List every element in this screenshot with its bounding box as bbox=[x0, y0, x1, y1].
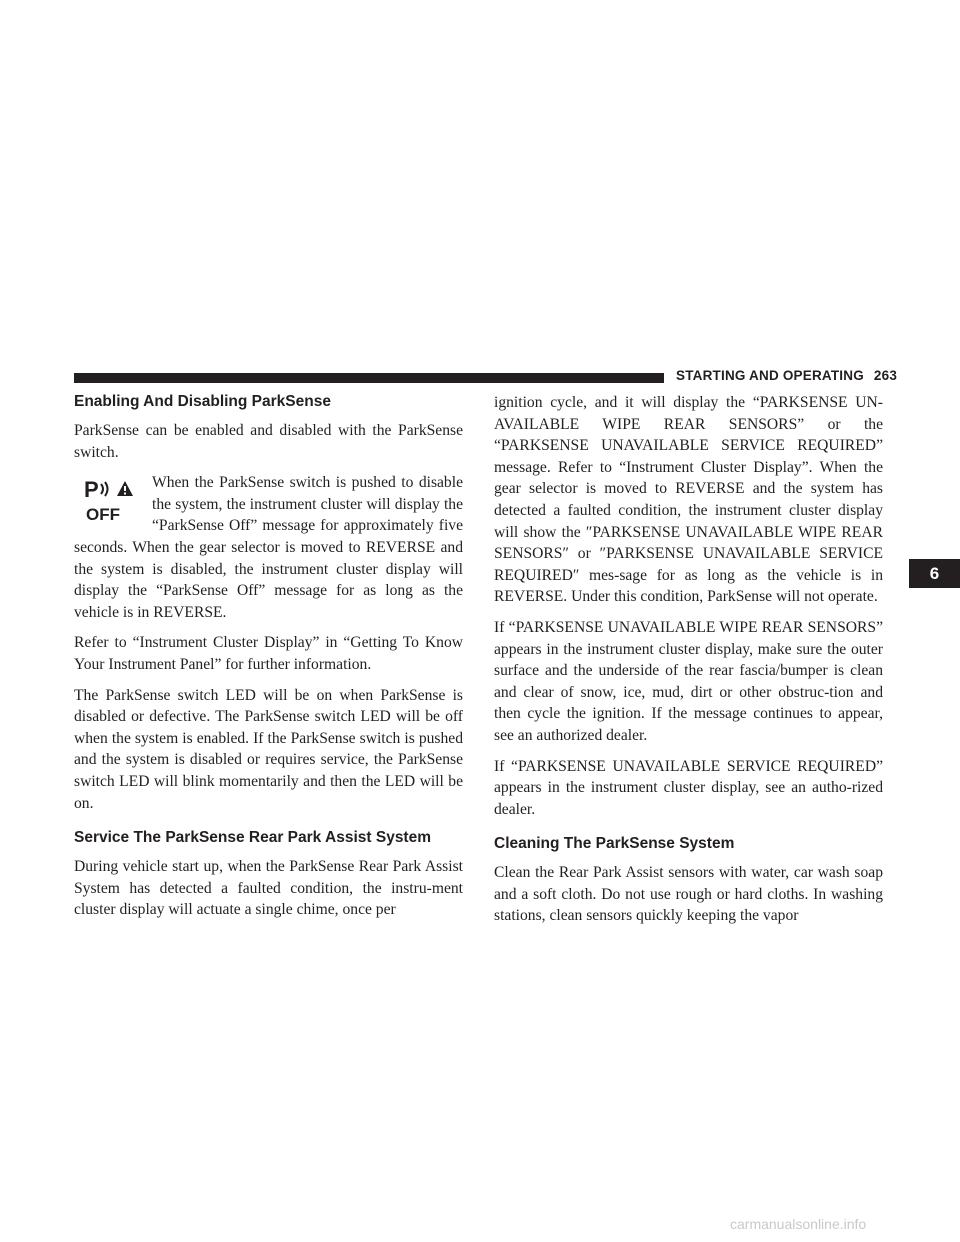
paragraph: Refer to “Instrument Cluster Display” in “Getting To Know Your Instrument Panel” for further information. bbox=[74, 634, 463, 673]
parksense-off-icon-graphic bbox=[80, 476, 138, 524]
paragraph: ignition cycle, and it will display the “PARKSENSE UN-AVAILABLE WIPE REAR SENSORS” or the “PARKSENSE UNAVAILABLE SERVICE REQUIRED” message. Refer to “Instrument Cluster Display”. When the gear selector is moved to REVERSE and the system has detected a faulted condition, the instrument cluster display will show the ″PARKSENSE UNAVAILABLE WIPE REAR SENSORS″ or ″PARKSENSE UNAVAILABLE SERVICE REQUIRED″ mes-sage for as long as the vehicle is in REVERSE. Under this condition, ParkSense will not operate. bbox=[494, 394, 883, 606]
right-column bbox=[494, 392, 883, 936]
heading-service-parksense: Service The ParkSense Rear Park Assist System bbox=[74, 829, 431, 847]
paragraph: If “PARKSENSE UNAVAILABLE SERVICE REQUIRED” appears in the instrument cluster display, see an autho-rized dealer. bbox=[494, 757, 883, 818]
section-title: STARTING AND OPERATING bbox=[676, 368, 864, 383]
parksense-off-icon-label: OFF bbox=[86, 505, 120, 525]
svg-text:P: P bbox=[84, 477, 99, 503]
watermark: carmanualsonline.info bbox=[730, 1216, 867, 1232]
chapter-tab: 6 bbox=[909, 559, 960, 588]
paragraph: Clean the Rear Park Assist sensors with water, car wash soap and a soft cloth. Do not use rough or hard cloths. In washing stations, clean sensors quickly keeping the vapor bbox=[494, 864, 883, 925]
running-header bbox=[676, 368, 897, 383]
paragraph: ParkSense can be enabled and disabled with the ParkSense switch. bbox=[74, 422, 463, 461]
heading-cleaning-parksense: Cleaning The ParkSense System bbox=[494, 835, 735, 853]
heading-enabling-disabling: Enabling And Disabling ParkSense bbox=[74, 393, 331, 410]
paragraph: If “PARKSENSE UNAVAILABLE WIPE REAR SENSORS” appears in the instrument cluster display, make sure the outer surface and the underside of the rear fascia/bumper is clean and clear of snow, ice, mud, dirt or other obstruc-tion and then cycle the ignition. If the message continues to appear, see an authorized dealer. bbox=[494, 618, 883, 744]
paragraph: When the ParkSense switch is pushed to disable the system, the instrument cluster will display the “ParkSense Off” message for approximately five seconds. When the gear selector is moved to REVERSE and the system is disabled, the instrument cluster display will display the “ParkSense Off” message for as long as the vehicle is in REVERSE. bbox=[74, 474, 463, 621]
left-column bbox=[74, 392, 463, 930]
parksense-off-icon bbox=[80, 476, 138, 524]
paragraph: The ParkSense switch LED will be on when ParkSense is disabled or defective. The ParkSense switch LED will be off when the system is enabled. If the ParkSense switch is pushed and the system is disabled or requires service, the ParkSense switch LED will blink momentarily and then the LED will be on. bbox=[74, 686, 463, 812]
page-number: 263 bbox=[873, 368, 898, 383]
paragraph: During vehicle start up, when the ParkSense Rear Park Assist System has detected a faulted condition, the instru-ment cluster display will actuate a single chime, once per bbox=[74, 858, 463, 919]
header-rule bbox=[74, 373, 664, 383]
